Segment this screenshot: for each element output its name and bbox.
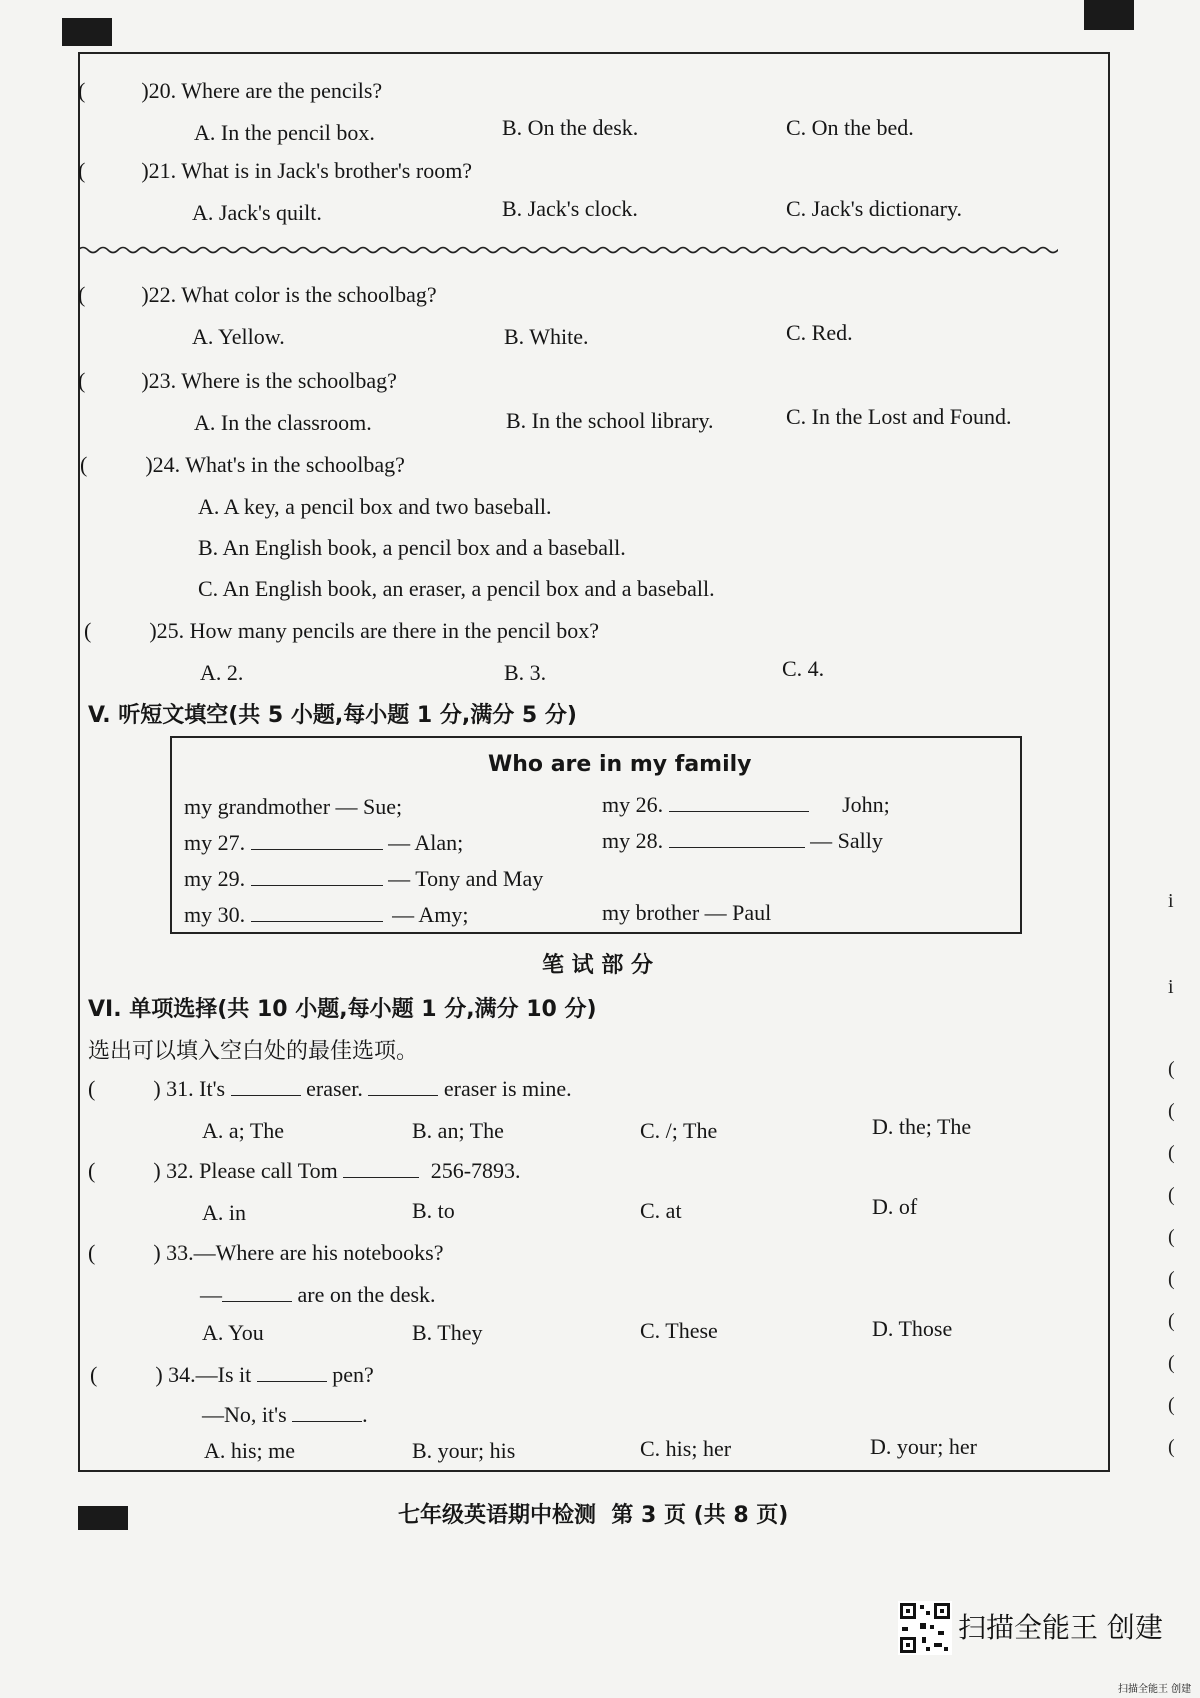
q31-option-d[interactable]: D. the; The	[872, 1114, 972, 1139]
q34-option-b[interactable]: B. your; his	[412, 1438, 516, 1463]
scanner-watermark: 扫描全能王 创建	[958, 1611, 1163, 1644]
q20-option-a[interactable]: A. In the pencil box.	[194, 120, 375, 145]
q25-option-c[interactable]: C. 4.	[782, 656, 825, 681]
q21-option-a[interactable]: A. Jack's quilt.	[192, 200, 322, 225]
question-21: ( )21. What is in Jack's brother's room?	[78, 158, 473, 183]
q20-option-c[interactable]: C. On the bed.	[786, 115, 914, 140]
question-23: ( )23. Where is the schoolbag?	[78, 368, 397, 393]
q33-option-c[interactable]: C. These	[640, 1318, 718, 1343]
q23-option-b[interactable]: B. In the school library.	[506, 408, 714, 433]
blank-31-2[interactable]	[368, 1077, 438, 1096]
question-32: ( ) 32. Please call Tom 256-7893.	[88, 1158, 521, 1183]
registration-mark-top-right	[1084, 0, 1134, 30]
registration-mark-bottom-left	[78, 1506, 128, 1530]
q24-option-c[interactable]: C. An English book, an eraser, a pencil box and a baseball.	[198, 576, 715, 601]
blank-34-1[interactable]	[257, 1363, 327, 1382]
q33-option-b[interactable]: B. They	[412, 1320, 483, 1345]
q32-option-a[interactable]: A. in	[202, 1200, 246, 1225]
blank-32[interactable]	[343, 1159, 419, 1178]
q24-option-b[interactable]: B. An English book, a pencil box and a baseball.	[198, 535, 626, 560]
section-6-title: VI. 单项选择(共 10 小题,每小题 1 分,满分 10 分)	[88, 997, 597, 1022]
family-box-title: Who are in my family	[488, 752, 752, 777]
scanner-watermark-small: 扫描全能王 创建	[1118, 1684, 1192, 1695]
question-34-reply: —No, it's .	[202, 1402, 368, 1427]
section-6-instruction: 选出可以填入空白处的最佳选项。	[88, 1039, 419, 1064]
question-34: ( ) 34.—Is it pen?	[90, 1362, 374, 1387]
q31-option-c[interactable]: C. /; The	[640, 1118, 718, 1143]
question-33-reply: — are on the desk.	[200, 1282, 436, 1307]
written-part-title: 笔 试 部 分	[542, 953, 653, 978]
q23-option-a[interactable]: A. In the classroom.	[194, 410, 372, 435]
blank-26[interactable]	[669, 793, 809, 812]
wavy-separator	[78, 243, 1058, 257]
question-33: ( ) 33.—Where are his notebooks?	[88, 1240, 444, 1265]
registration-mark-top-left	[62, 18, 112, 46]
q32-option-d[interactable]: D. of	[872, 1194, 918, 1219]
q21-option-b[interactable]: B. Jack's clock.	[502, 196, 638, 221]
q22-option-b[interactable]: B. White.	[504, 324, 589, 349]
q24-option-a[interactable]: A. A key, a pencil box and two baseball.	[198, 494, 552, 519]
q34-option-a[interactable]: A. his; me	[204, 1438, 296, 1463]
q32-option-c[interactable]: C. at	[640, 1198, 682, 1223]
family-row-2-left: my 27. — Alan;	[184, 830, 464, 855]
side-marks: i i ( ( ( ( ( ( ( ( ( (	[1168, 890, 1175, 1458]
family-row-1-right: my 26. John;	[602, 792, 890, 817]
q20-option-b[interactable]: B. On the desk.	[502, 115, 639, 140]
blank-34-2[interactable]	[292, 1403, 362, 1422]
q34-option-c[interactable]: C. his; her	[640, 1436, 732, 1461]
q33-option-d[interactable]: D. Those	[872, 1316, 953, 1341]
family-row-3-left: my 29. — Tony and May	[184, 866, 544, 891]
q21-option-c[interactable]: C. Jack's dictionary.	[786, 196, 963, 221]
blank-28[interactable]	[669, 829, 805, 848]
q25-option-a[interactable]: A. 2.	[200, 660, 244, 685]
blank-27[interactable]	[251, 831, 383, 850]
q25-option-b[interactable]: B. 3.	[504, 660, 547, 685]
question-20: ( )20. Where are the pencils?	[78, 78, 383, 103]
question-25: ( )25. How many pencils are there in the pencil box?	[84, 618, 599, 643]
section-5-title: V. 听短文填空(共 5 小题,每小题 1 分,满分 5 分)	[88, 703, 577, 728]
family-row-2-right: my 28. — Sally	[602, 828, 883, 853]
q34-option-d[interactable]: D. your; her	[870, 1434, 977, 1459]
family-row-4-left: my 30. — Amy;	[184, 902, 469, 927]
q23-option-c[interactable]: C. In the Lost and Found.	[786, 404, 1012, 429]
q33-option-a[interactable]: A. You	[202, 1320, 264, 1345]
question-31: ( ) 31. It's eraser. eraser is mine.	[88, 1076, 572, 1101]
family-row-4-right: my brother — Paul	[602, 900, 772, 925]
qr-code-icon	[898, 1601, 952, 1655]
question-22: ( )22. What color is the schoolbag?	[78, 282, 437, 307]
q31-option-b[interactable]: B. an; The	[412, 1118, 504, 1143]
blank-33[interactable]	[222, 1283, 292, 1302]
q32-option-b[interactable]: B. to	[412, 1198, 455, 1223]
page-footer: 七年级英语期中检测 第 3 页 (共 8 页)	[398, 1503, 789, 1528]
blank-31-1[interactable]	[231, 1077, 301, 1096]
blank-29[interactable]	[251, 867, 383, 886]
question-24: ( )24. What's in the schoolbag?	[80, 452, 405, 477]
q31-option-a[interactable]: A. a; The	[202, 1118, 285, 1143]
q22-option-c[interactable]: C. Red.	[786, 320, 853, 345]
blank-30[interactable]	[251, 903, 383, 922]
family-row-1-left: my grandmother — Sue;	[184, 794, 403, 819]
q22-option-a[interactable]: A. Yellow.	[192, 324, 285, 349]
family-fill-box	[170, 736, 1022, 934]
